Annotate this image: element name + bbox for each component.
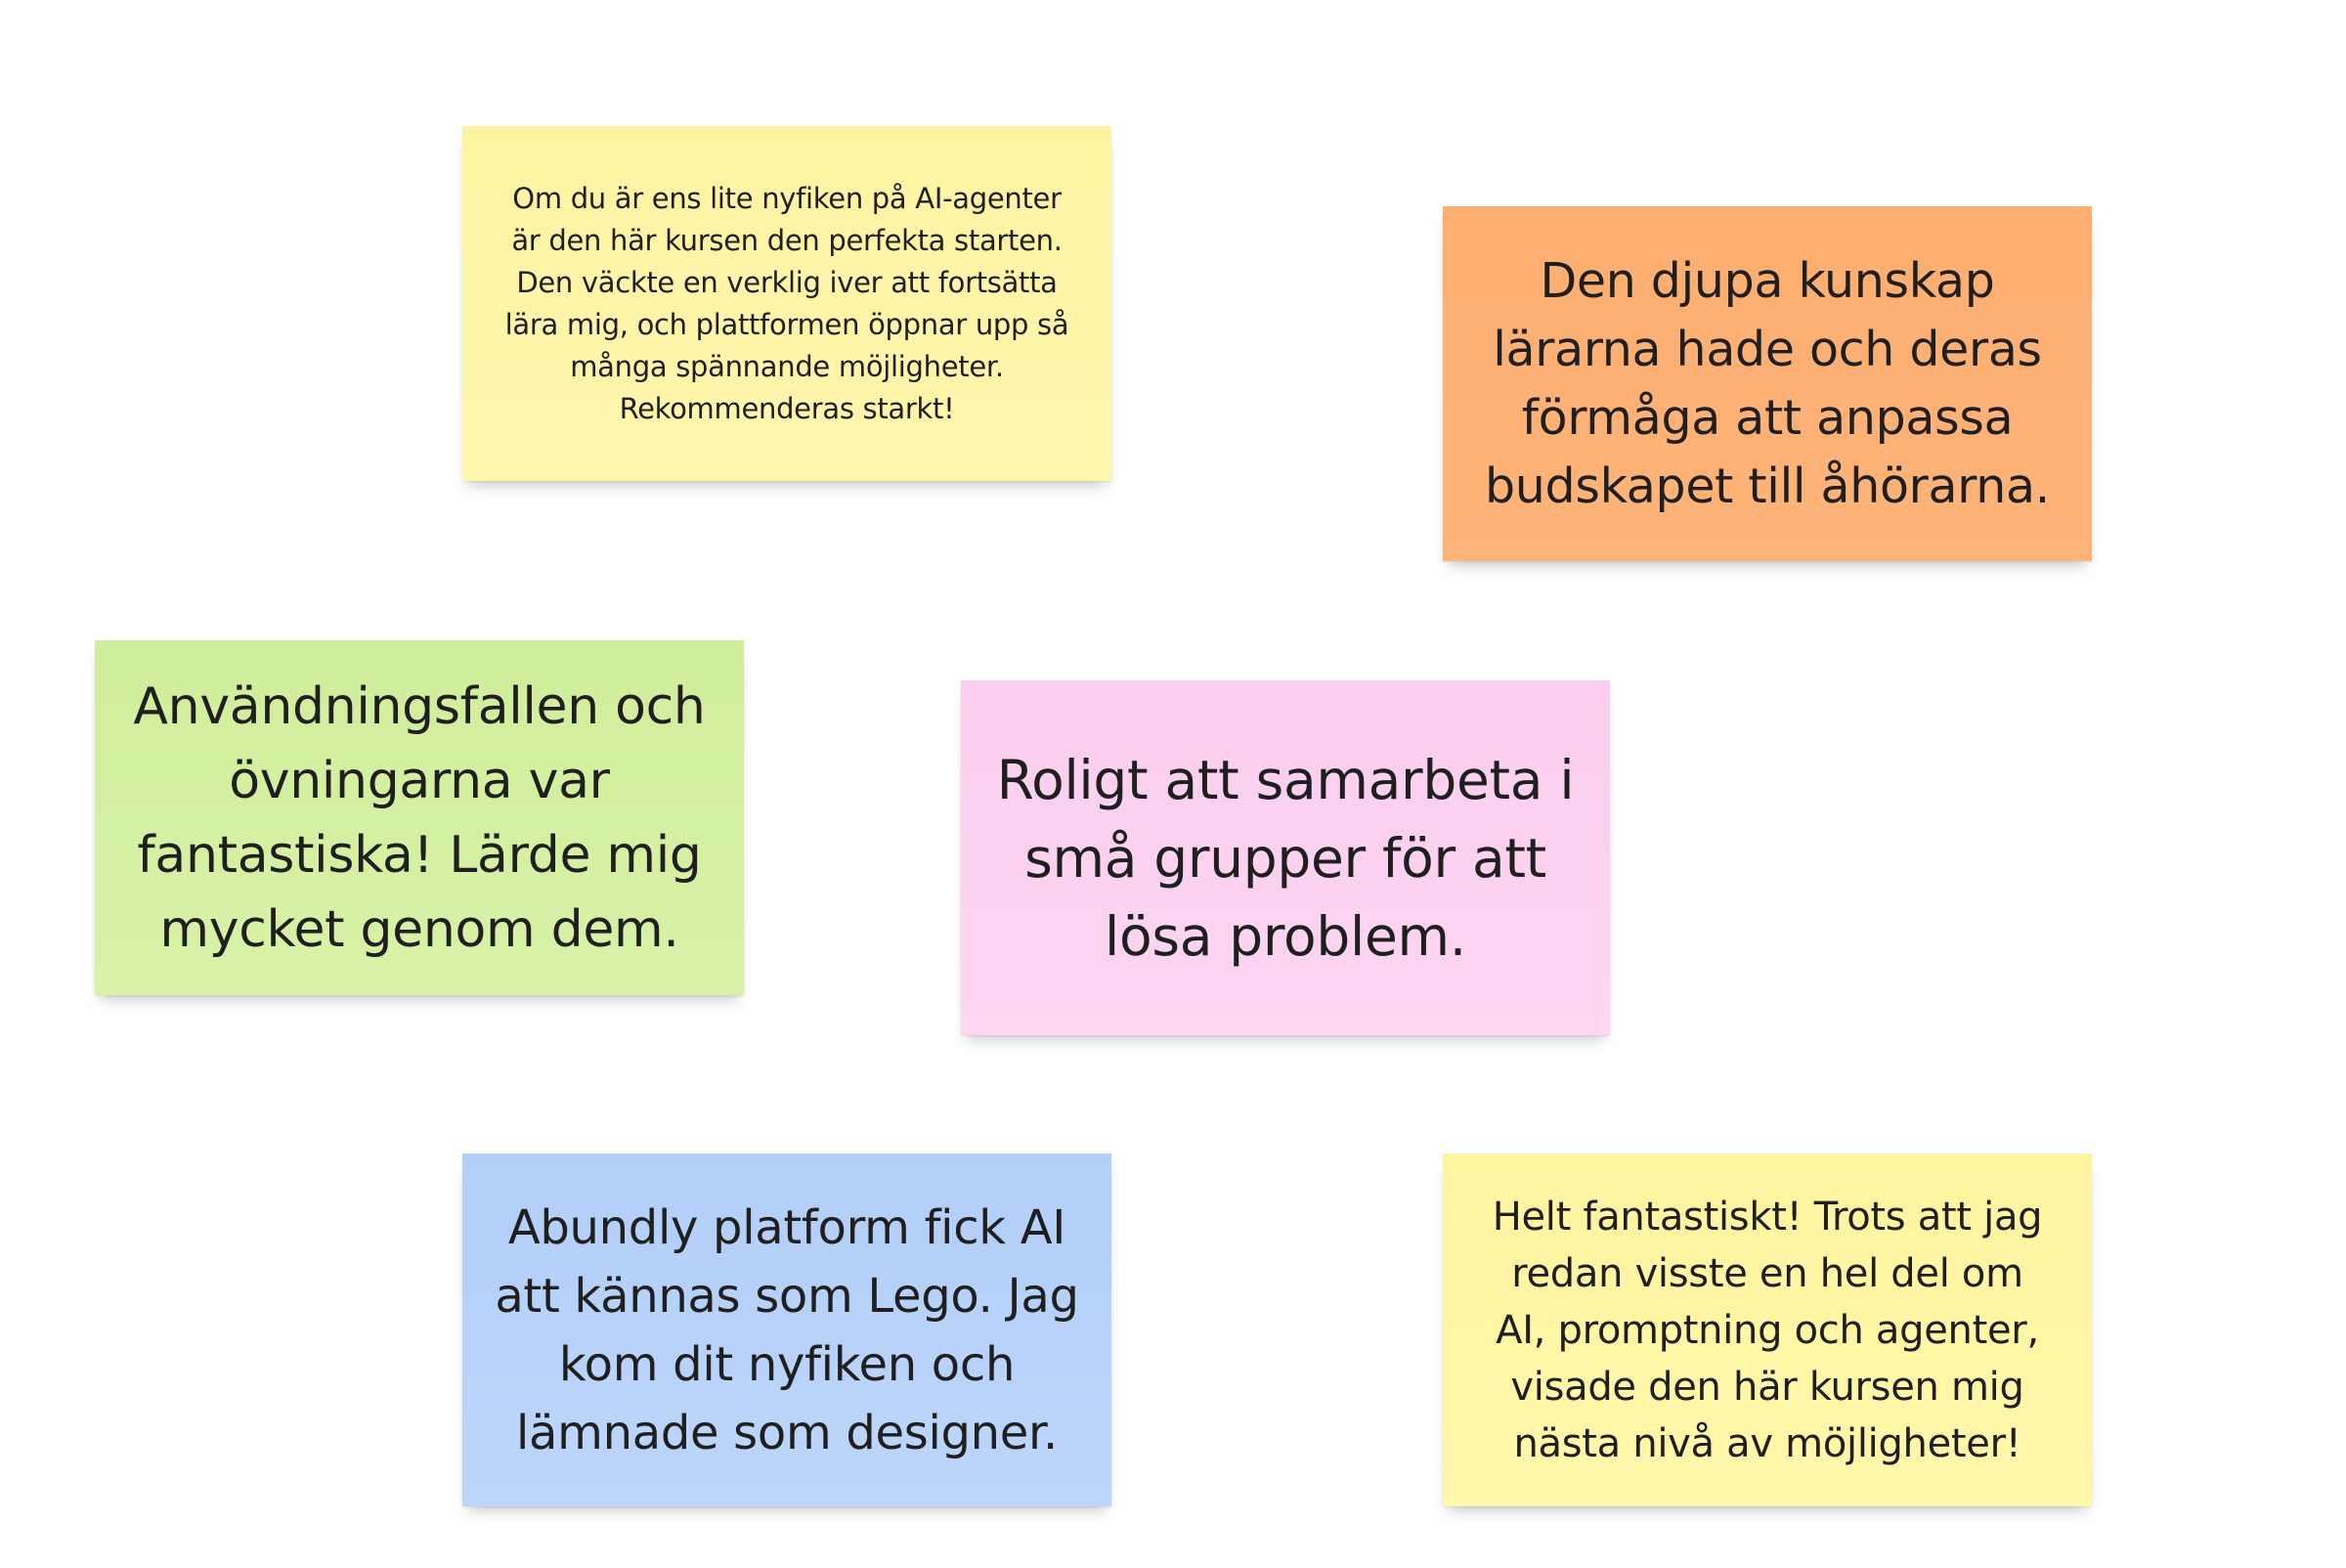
sticky-note-yellow-ai-agents[interactable]: [462, 126, 1111, 481]
sticky-note-text: Om du är ens lite nyfiken på AI-agenter är den här kursen den perfekta starten. Den väckte en verklig iver att fortsätta lära mig, och plattformen öppnar upp så många spännande möjligheter. Rekommenderas starkt!: [504, 181, 1069, 425]
sticky-note-yellow-next-level[interactable]: [1443, 1154, 2092, 1506]
sticky-note-text: Helt fantastiskt! Trots att jag redan visste en hel del om AI, promptning och agenter, visade den här kursen mig nästa nivå av möjligheter!: [1492, 1194, 2043, 1466]
sticky-note-text: Roligt att samarbeta i små grupper för att lösa problem.: [996, 748, 1575, 968]
sticky-note-text: Användningsfallen och övningarna var fantastiska! Lärde mig mycket genom dem.: [133, 676, 706, 959]
sticky-note-text: Abundly platform fick AI att kännas som Lego. Jag kom dit nyfiken och lämnade som designer.: [495, 1199, 1079, 1460]
sticky-note-text: Den djupa kunskap lärarna hade och deras förmåga att anpassa budskapet till åhörarna.: [1485, 252, 2050, 514]
sticky-note-blue-platform[interactable]: [462, 1154, 1111, 1506]
sticky-note-pink-collaboration[interactable]: [961, 680, 1610, 1035]
sticky-note-green-use-cases[interactable]: [95, 640, 744, 995]
sticky-note-orange-teachers[interactable]: [1443, 206, 2092, 561]
